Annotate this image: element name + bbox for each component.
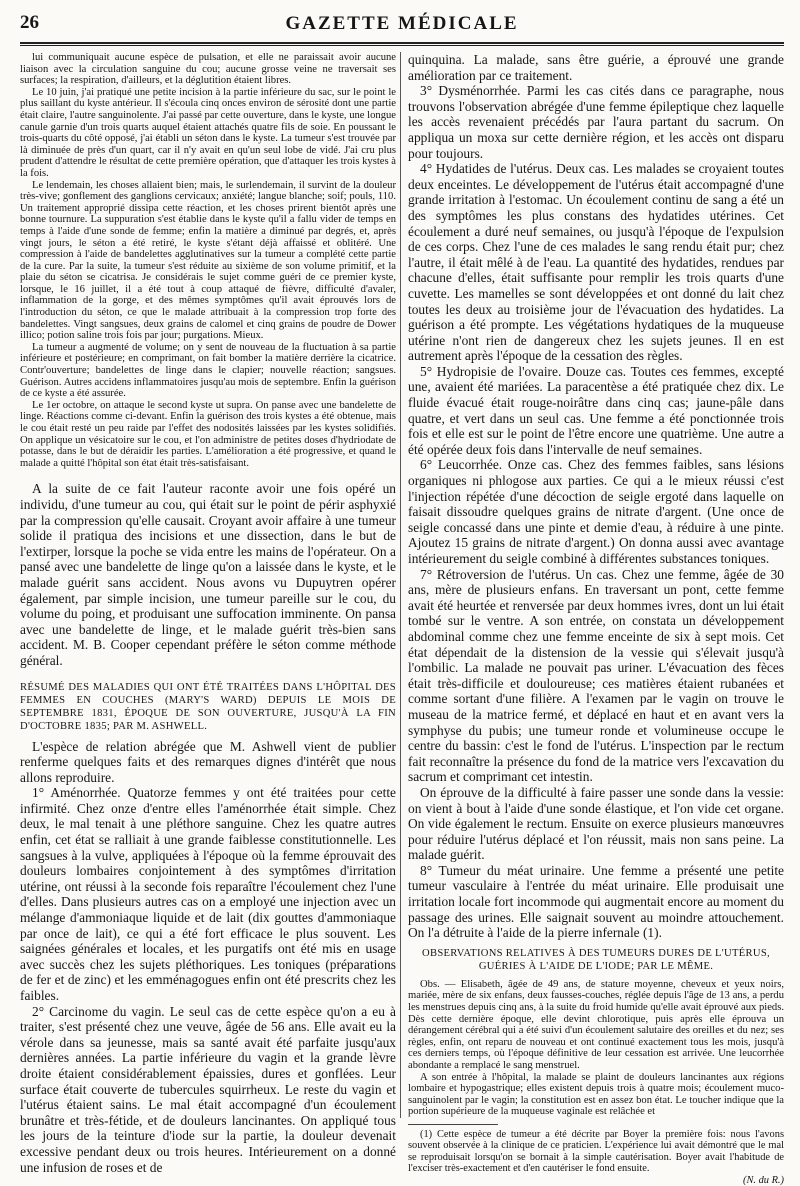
paragraph-large: 6° Leucorrhée. Onze cas. Chez des femmes faibles, sans lésions organiques ni phlogose aux parties. Ce qui a le mieux réussi c'est l'injection répétée d'une décoction de seigle ergoté dans laquelle on faisait dissoudre quelques grains de nitrate d'argent. (Une once de seigle concassé dans une pinte et demie d'eau, à réduire à une pinte. Ajoutez 15 grains de nitrate d'argent.) On donna aussi avec avantage intérieurement du seigle combiné à différentes substances toniques.: [408, 457, 784, 566]
paragraph-large: A la suite de ce fait l'auteur raconte avoir une fois opéré un individu, d'une tumeur au cou, qui était sur le point de périr asphyxié par la compression qu'elle causait. Croyant avoir affaire à une tumeur solide il pratiqua des incisions et une dissection, dans le but de l'extirper, lorsque la poche se vida entre les mains de l'opérateur. On a pansé avec une bandelette de linge qu'on a laissée dans le kyste, et le malade guérit sans accident. Nous avons vu Dupuytren opérer également, par simple incision, une tumeur pareille sur le cou, du volume du poing, et produisant une suffocation imminente. On pansa avec une bandelette de linge, et le malade guérit très-bien sans accident. M. B. Cooper cependant préfère le séton comme méthode général.: [20, 481, 396, 668]
paragraph: Le 1er octobre, on attaque le second kyste ut supra. On panse avec une bandelette de linge. Réactions comme ci-devant. Enfin la guérison des trois kystes a été obtenue, mais le cou était resté un peu raide par l'effet des nodosités laissées par les kystes solidifiés. On applique un vésicatoire sur le cou, et l'on administre de petites doses d'hydriodate de potasse, dans le but de déraidir les parties. L'amélioration a été progressive, et quand le malade a quitté l'hôpital son état était très-satisfaisant.: [20, 399, 396, 469]
paragraph-large: 7° Rétroversion de l'utérus. Un cas. Chez une femme, âgée de 30 ans, mère de plusieurs enfans. En traversant un pont, cette femme avait été heurtée et renversée par deux hommes ivres, dont un lui était tombé sur le ventre. A son entrée, on constata un développement abdominal comme chez une femme enceinte de six à sept mois. Cet état dépendait de la distension de la vessie qui s'élevait jusqu'à l'ombilic. La malade ne pouvait pas uriner. L'évacuation des fèces était très-difficile et douloureuse; ces matières étaient rubanées et comme sortant d'une filière. A l'examen par le vagin on trouve le museau de la matrice fermé, et déplacé en haut et en avant vers la symphyse du pubis; une tumeur ronde et volumineuse occupe le centre du bassin: c'est le fond de l'utérus. L'inspection par le rectum fait reconnaître la présence du fond de la matrice vers l'excavation du sacrum et comprimant cet intestin.: [408, 566, 784, 785]
header-rule: [20, 42, 784, 44]
paragraph-large: 5° Hydropisie de l'ovaire. Douze cas. Toutes ces femmes, excepté une, avaient été mariées. La paracentèse a été pratiquée chez dix. Le fluide évacué était rouge-noirâtre dans cinq cas; jaune-pâle dans quatre, et vert dans un seul cas. Une femme a été ponctionnée trois fois et elle est sur le point de l'être encore une quatrième. Une autre a été opérée deux fois dans l'intervalle de neuf semaines.: [408, 363, 784, 457]
right-column: [408, 52, 784, 1186]
paragraph-large: quinquina. La malade, sans être guérie, a éprouvé une grande amélioration par ce traitement.: [408, 52, 784, 83]
paragraph-large: 3° Dysménorrhée. Parmi les cas cités dans ce paragraphe, nous trouvons l'observation abrégée d'une femme épileptique chez laquelle les accès revenaient précédés par l'aura partant du sacrum. On appliqua un moxa sur cette dernière région, et les accès ont disparu pour toujours.: [408, 83, 784, 161]
column-divider: [400, 52, 401, 1118]
left-column: [20, 52, 396, 1175]
paragraph: Obs. — Elisabeth, âgée de 49 ans, de stature moyenne, cheveux et yeux noirs, mariée, mère de six enfans, deux fausses-couches, réglée depuis l'âge de 13 ans, a perdu les menstrues depuis cinq ans, à la suite du froid humide qu'elle avait éprouvé aux pieds. Dès cette dernière époque, elle devint chlorotique, puis après elle éprouva un dérangement cérébral qui a été suivi d'un écoulement salutaire des oreilles et du nez; ses règles, enfin, ont reparu de nouveau et ont continué exactement tous les mois, jusqu'à ces derniers temps, où l'époque définitive de leur cessation est arrivée. Une leucorrhée abondante a remplacé le sang menstruel.: [408, 978, 784, 1071]
paragraph: Le 10 juin, j'ai pratiqué une petite incision à la partie inférieure du sac, sur le point le plus saillant du kyste antérieur. Il s'écoula cinq onces environ de sérosité dont une partie était claire, l'autre sanguinolente. J'ai passé par cette ouverture, dans le kyste, une longue canule garnie d'un trois quarts auquel étaient attachés quatre fils de soie. En poussant le trois-quarts du côté opposé, j'ai établi un séton dans le kyste. La tumeur s'est trouvée par là diminuée de près d'un quart, car il n'y avait en qu'un seul lobe de vidé. J'ai cru plus prudent d'attendre le résultat de cette première opération, que d'attaquer les trois kystes à la fois.: [20, 86, 396, 179]
paragraph: lui communiquait aucune espèce de pulsation, et elle ne paraissait avoir aucune liaison avec la circulation sanguine du cou; aucune grosse veine ne traversait ses surfaces; la respiration, d'ailleurs, et la déglutition étaient libres.: [20, 52, 396, 87]
page-header: [20, 12, 784, 38]
paragraph-large: On éprouve de la difficulté à faire passer une sonde dans la vessie: on vient à bout à l'aide d'une sonde élastique, et l'on vide cet organe. On vide également le rectum. Ensuite on exerce plusieurs manœuvres pour réduire l'utérus déplacé et l'on réussit, mais non sans peine. La malade guérit.: [408, 784, 784, 863]
paragraph-large: 2° Carcinome du vagin. Le seul cas de cette espèce qu'on a eu à traiter, s'est présenté chez une veuve, âgée de 56 ans. Elle avait eu la vérole dans sa jeunesse, mais sa santé avait été parfaite jusqu'aux dernières années. La partie inférieure du vagin et la grande lèvre droite étaient considérablement épaissies, dures et gonflées. Leur surface était couverte de tubercules squirrheux. Le reste du vagin et l'utérus étaient sains. Le mal était accompagné d'un écoulement brunâtre et très-fétide, et de douleurs lancinantes. On appliqué tous les jours de la teinture d'iode sur la partie, la douleur devenait excessive pendant deux ou trois heures. Intérieurement on a donné une infusion de roses et de: [20, 1003, 396, 1175]
paragraph-large: 8° Tumeur du méat urinaire. Une femme a présenté une petite tumeur vasculaire à l'entrée du méat urinaire. Elle produisait une irritation locale fort incommode qui augmentait encore au moment du passage des urines. Elle saignait souvent au moindre attouchement. On l'a détruite à l'aide de la pierre infernale (1).: [408, 862, 784, 941]
paragraph-large: L'espèce de relation abrégée que M. Ashwell vient de publier renferme quelques faits et des remarques dignes d'intérêt que nous allons reproduire.: [20, 738, 396, 785]
footnote: (1) Cette espèce de tumeur a été décrite par Boyer la première fois: nous l'avons souvent observée à la clinique de ce praticien. L'expérience lui avait démontré que le mal se reproduisait lorsqu'on se bornait à la simple cautérisation. Boyer avait l'habitude de l'exciser très-exactement et d'en cautériser le fond ensuite.: [408, 1128, 784, 1175]
footnote-signature: (N. du R.): [743, 1174, 784, 1186]
paragraph-large: 4° Hydatides de l'utérus. Deux cas. Les malades se croyaient toutes deux enceintes. Le développement de l'utérus était accompagné d'une grande irritation à l'estomac. Un écoulement continu de sang a été un des symptômes les plus constans des hydatides utérines. Cet écoulement a duré neuf semaines, ou jusqu'à l'époque de l'expulsion de ces corps. Chez l'une de ces malades le sang rendu était pur; chez l'autre, il était mêlé à de l'eau. La quantité des hydatides, rendues par chacune d'elles, était suffisante pour remplir les trois quarts d'une cuvette. Les mamelles se sont développées et ont donné du lait chez toutes les deux au troisième jour de l'évacuation des hydatides. La guérison a été prompte. Les végétations hydatiques de la muqueuse utérine n'ont rien de dangereux chez les sujets jeunes. Il en est autrement après l'époque de la cessation des règles.: [408, 161, 784, 364]
paragraph-large: 1° Aménorrhée. Quatorze femmes y ont été traitées pour cette infirmité. Chez onze d'entre elles l'aménorrhée était simple. Chez deux, le mal tenait à une pléthore sanguine. Chez les quatre autres enfin, cet état se ralliait à une grande faiblesse constitutionnelle. Les sangsues à la vulve, appliquées à l'époque où la femme éprouvait des douleurs lombaires conjointement à des symptômes d'irritation utérine, ont réussi à la seconde fois reparaître l'écoulement chez l'une d'elles. Dans plusieurs autres cas on a employé une injection avec un mélange d'ammoniaque liquide et de lait (dix gouttes d'ammoniaque par once de lait), ce qui a été fort efficace le plus souvent. Les saignées générales et locales, et les purgatifs ont été mis en usage avec succès chez les sujets pléthoriques. Les toniques (préparations de fer et de zinc) et les emménagogues enfin ont été prescrits chez les faibles.: [20, 785, 396, 1003]
paragraph: Le lendemain, les choses allaient bien; mais, le surlendemain, il survint de la douleur très-vive; gonflement des ganglions cervicaux; anxiété; langue blanche; soif; pouls, 110. Un traitement approprié dissipa cette réaction, et les choses prirent bientôt après une bonne tournure. La suppuration s'est établie dans le kyste qu'il a fallu vider de temps en temps à l'aide d'une sonde de femme; enfin la matière a diminué par degrés, et, après vingt jours, le séton a été retiré, le kyste s'étant déjà affaissé et oblitéré. Une compression à l'aide de bandelettes agglutinatives sur la tumeur a complété cette partie de la cure. Par la suite, la tumeur s'est réduite au sixième de son volume primitif, et la plaie du séton se cicatrisa. Je considérais le sujet comme guéri de ce premier kyste, lorsque, le 16 juillet, il a été tout à coup attaqué de fièvre, difficulté d'avaler, inflammation de la gorge, et des mêmes symptômes qu'il avait éprouvés lors de l'introduction du séton, ce que le malade attribuait à la compression trop forte des bandelettes. Vingt sangsues, deux grains de calomel et cinq grains de poudre de Dower illico; potion saline trois fois par jour; purgations. Mieux.: [20, 179, 396, 342]
section-heading: RÉSUMÉ DES MALADIES QUI ONT ÉTÉ TRAITÉES DANS L'HÔPITAL DES FEMMES EN COUCHES (MARY'S WARD) DEPUIS LE MOIS DE SEPTEMBRE 1831, ÉPOQUE DE SON OUVERTURE, JUSQU'À LA FIN D'OCTOBRE 1835; PAR M. ASHWELL.: [20, 681, 396, 732]
paragraph: La tumeur a augmenté de volume; on y sent de nouveau de la fluctuation à sa partie inférieure et postérieure; en comprimant, on fait bomber la matière derrière la cicatrice. Contr'ouverture; bandelettes de linge dans le clapier; nouvelle réaction; sangsues. Guérison. Autres accidens inflammatoires jusqu'au mois de septembre. Enfin la guérison de ce kyste a été assurée.: [20, 341, 396, 400]
footnote-rule: [408, 1124, 498, 1125]
page-number: 26: [20, 12, 39, 33]
journal-title: GAZETTE MÉDICALE: [285, 13, 519, 34]
section-heading: OBSERVATIONS RELATIVES À DES TUMEURS DURES DE L'UTÉRUS, GUÉRIES À L'AIDE DE L'IODE; PAR LE MÊME.: [422, 947, 770, 972]
paragraph: A son entrée à l'hôpital, la malade se plaint de douleurs lancinantes aux régions lombaire et hypogastrique; elles existent depuis trois à quatre mois; écoulement muco-sanguinolent par le vagin; la constitution est en assez bon état. Le toucher indique que la portion supérieure de la muqueuse vaginale est relâchée et: [408, 1071, 784, 1118]
header-rule-thin: [20, 45, 784, 46]
